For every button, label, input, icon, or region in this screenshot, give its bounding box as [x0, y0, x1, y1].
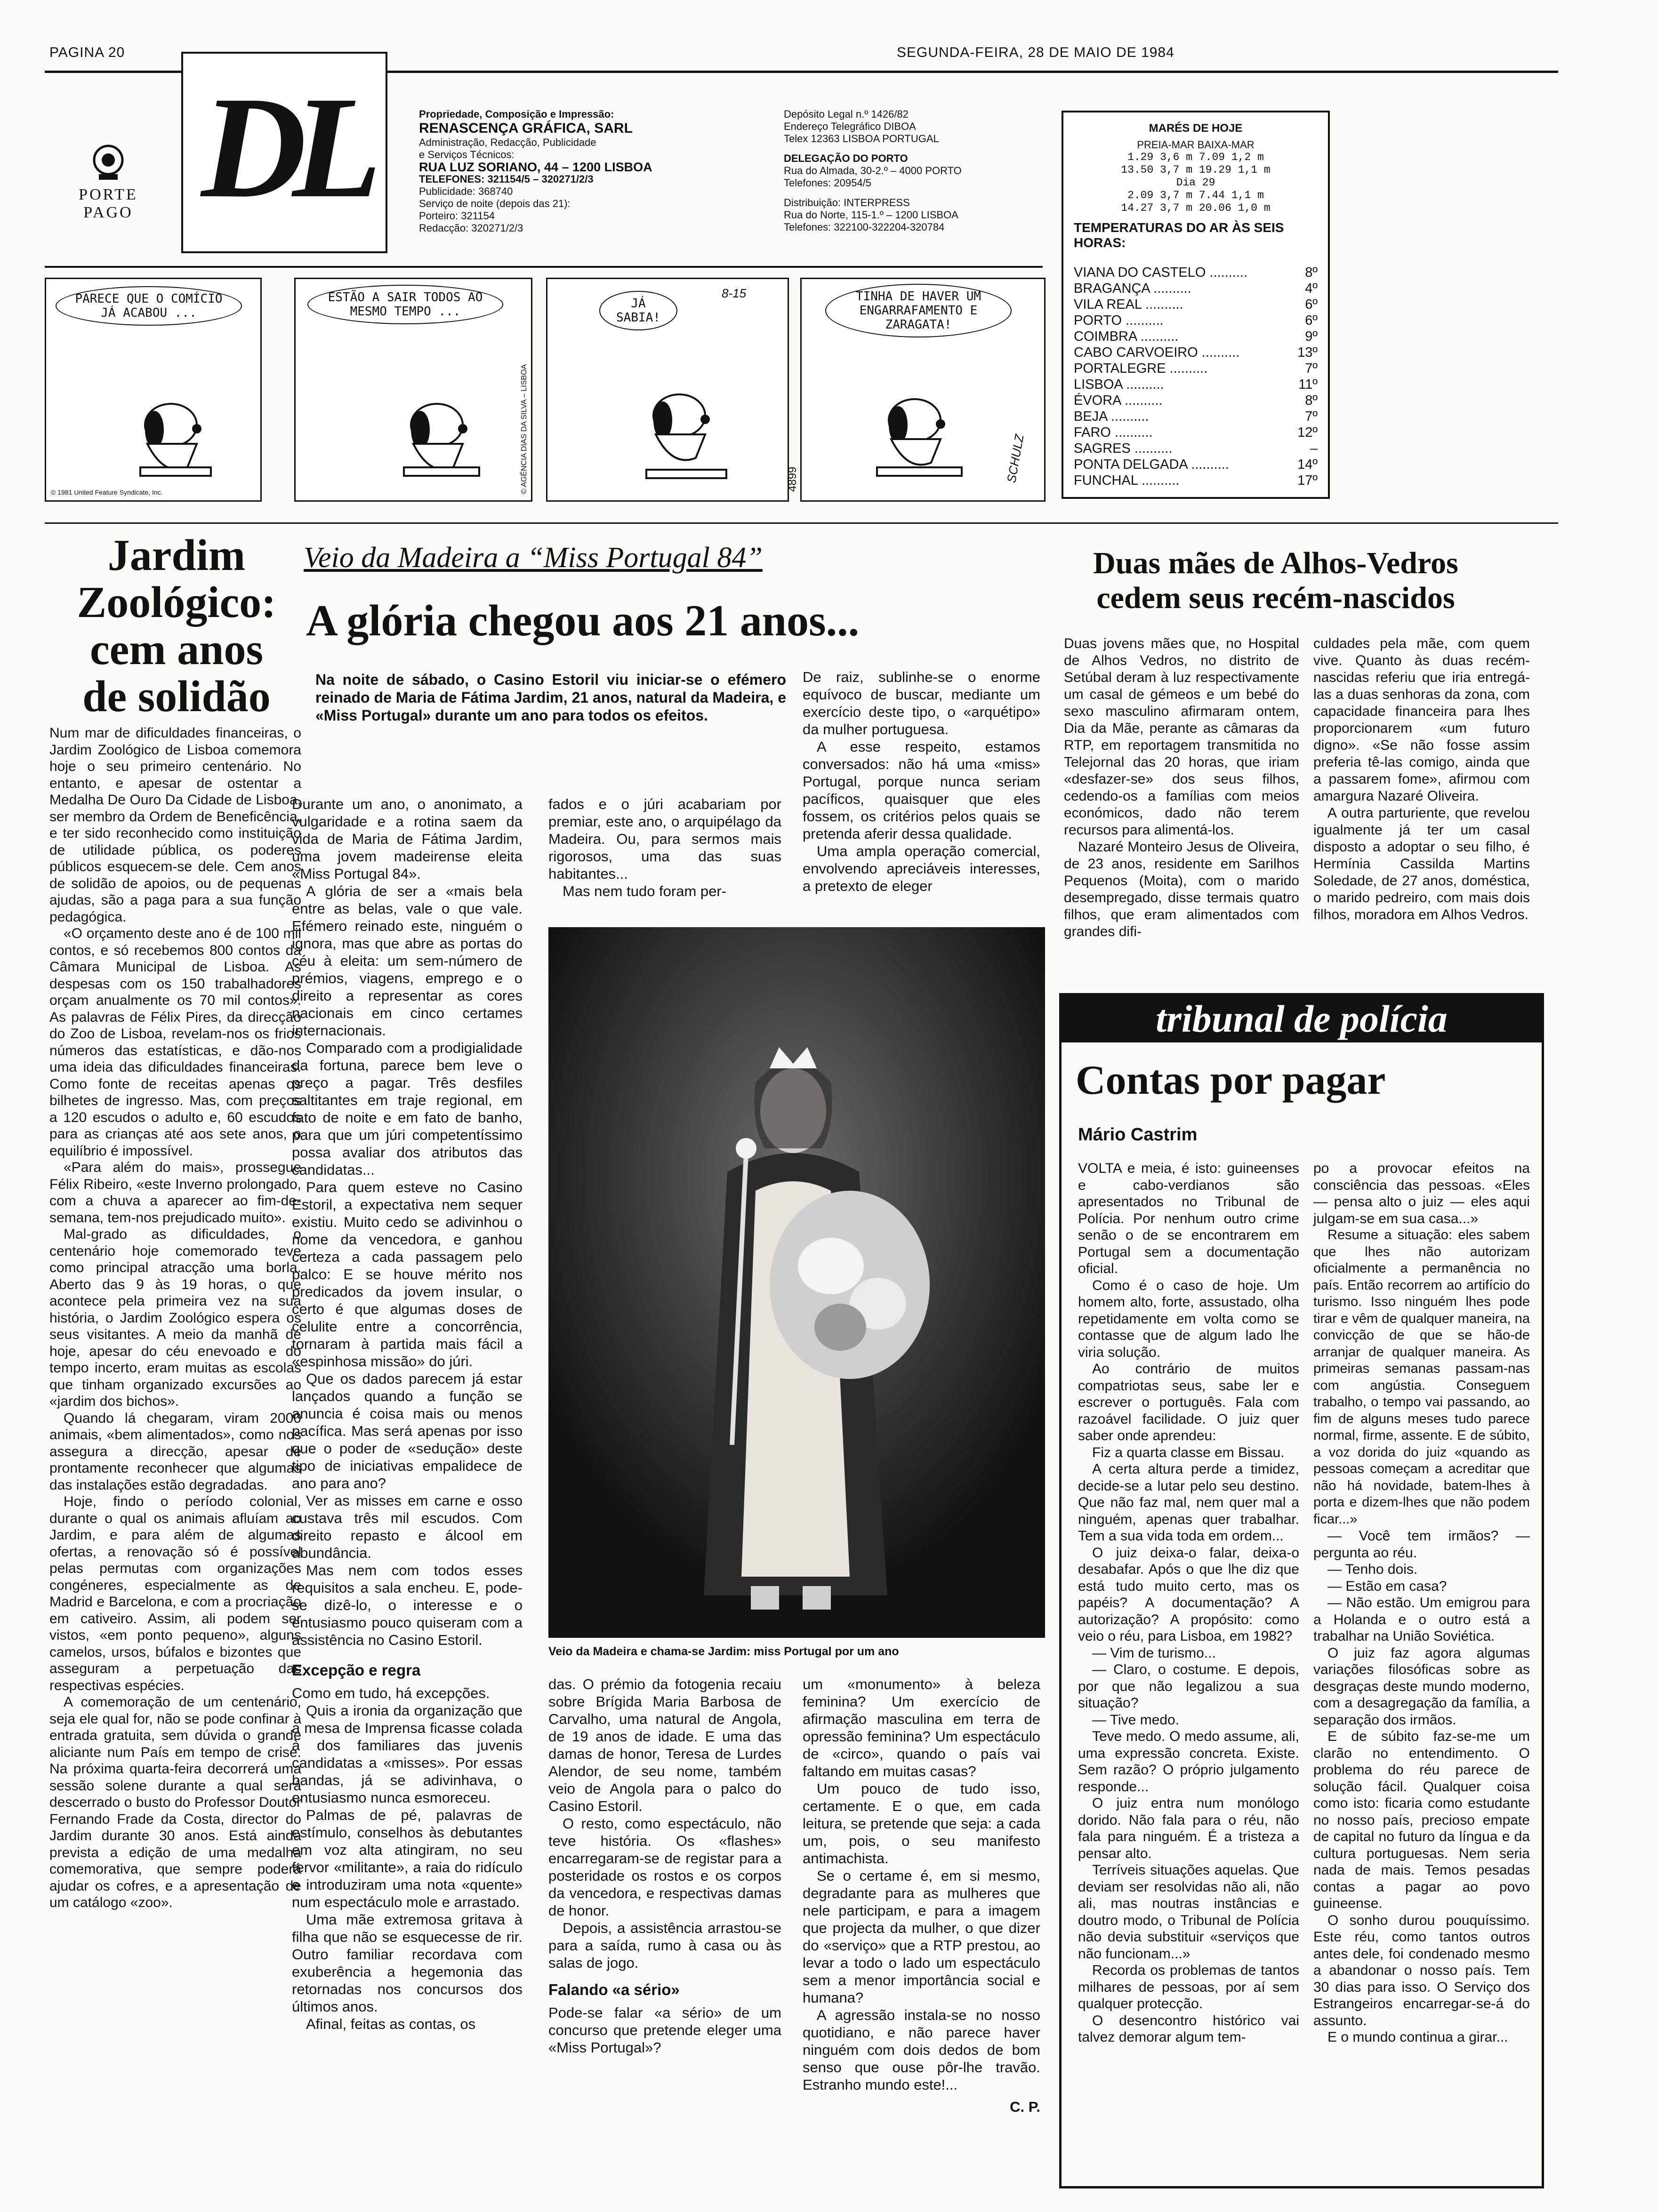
temperature-row — [1074, 345, 1318, 361]
alhos-paragraph: A outra parturiente, que revelou igualmente já ter um casal disposto a adoptar o seu filho, é Hermínia Cassilda Martins Soledade, de 27 anos, doméstica, o marido pedreiro, com mais dois filhos, moradora em Alhos Vedros. — [1313, 805, 1530, 922]
temperature-row — [1074, 281, 1318, 297]
comic-panel-1 — [45, 278, 262, 502]
temperature-value: – — [1310, 441, 1318, 456]
temperature-value: 7º — [1305, 361, 1318, 376]
city-name: VIANA DO CASTELO .......... — [1074, 265, 1248, 280]
temperature-row — [1074, 313, 1318, 329]
tribunal-paragraph: po a provocar efeitos na consciência das pessoas. «Eles — pensa alto o juiz — eles aqui julgam-se em sua casa...» — [1313, 1161, 1530, 1226]
comic-bubble-2: ESTÃO A SAIR TODOS AO MESMO TEMPO ... — [307, 285, 503, 324]
admin-line: Publicidade: 368740 — [419, 185, 513, 197]
comic-agency: © AGÊNCIA DIAS DA SILVA – LISBOA — [520, 364, 528, 494]
page-date: SEGUNDA-FEIRA, 28 DE MAIO DE 1984 — [897, 45, 1174, 60]
temps-title: TEMPERATURAS DO AR ÀS SEIS HORAS: — [1074, 220, 1284, 250]
miss-paragraph: Uma ampla operação comercial, envolvendo apreciáveis interesses, a pretexto de eleger — [803, 843, 1040, 894]
temperature-value: 8º — [1305, 393, 1318, 408]
admin-line: e Serviços Técnicos: — [419, 149, 515, 160]
porte-label: PORTE — [79, 186, 138, 203]
tide-row: Dia 29 — [1176, 176, 1215, 189]
alhos-headline-line: Duas mães de Alhos-Vedros — [1093, 546, 1458, 580]
masthead-delegation — [784, 108, 1047, 233]
comic-bubble-3: JÁ SABIA! — [599, 291, 677, 330]
comic-signature: SCHULZ — [1004, 433, 1027, 484]
tribunal-paragraph: — Tive medo. — [1092, 1712, 1180, 1728]
miss-paragraph: Ver as misses em carne e osso custava três mil escudos. Com direito repasto e álcool em abundância. — [292, 1492, 523, 1561]
tribunal-paragraph: A certa altura perde a timidez, decide-se a lutar pelo seu destino. Que não faz mal, nem quer mal a ninguém, apenas quer trabalhar. Tem a sua vida toda em ordem... — [1078, 1461, 1299, 1544]
miss-paragraph: O resto, como espectáculo, não teve história. Os «flashes» encarregaram-se de registar para a posteridade os rostos e os corpos da vencedora, e respectivas damas de honor. — [548, 1815, 781, 1919]
masthead-rule — [45, 266, 1043, 268]
temperature-value: 13º — [1297, 345, 1318, 360]
tribunal-paragraph: O juiz entra num monólogo dorido. Não fala para o réu, não fala para ninguém. É a tristeza a pensar alto. — [1078, 1795, 1299, 1861]
miss-signature: C. P. — [1010, 2099, 1040, 2115]
tribunal-paragraph: Resume a situação: eles sabem que lhes não autorizam oficialmente a permanência no país. Então recorrem ao artifício do turismo. Isso ninguém lhes pode tirar e vêm de qualquer maneira, na convicção de que se hão-de arranjar de qualquer maneira. As primeiras semanas passam-nas com angústia. Conseguem trabalho, o tempo vai passando, ao fim de alguns meses tudo parece normal, firme, assente. E de súbito, a voz dorida do juiz «quando as pessoas começam a acreditar que não há novidade, batem-lhes à porta e dizem-lhes que não podem ficar...» — [1313, 1227, 1530, 1527]
masthead-logo — [181, 52, 387, 253]
tribunal-author: Mário Castrim — [1078, 1125, 1198, 1145]
city-name: VILA REAL .......... — [1074, 297, 1183, 312]
miss-col3-bottom — [803, 1675, 1040, 2116]
temperature-value: 11º — [1298, 377, 1318, 392]
temperature-row — [1074, 441, 1318, 457]
temperature-row — [1074, 264, 1318, 281]
temps-list — [1074, 264, 1318, 489]
admin-line: Porteiro: 321154 — [419, 210, 495, 222]
tribunal-paragraph: O juiz deixa-o falar, deixa-o desabafar. Após o que lhe diz que está tudo muito certo, mas os papéis? A documentação? A autorização? A propósito: como veio o réu, para Lisboa, em 1982? — [1078, 1545, 1299, 1644]
owner-line: Propriedade, Composição e Impressão: — [419, 108, 614, 120]
masthead-owner — [419, 108, 758, 234]
miss-paragraph: Quis a ironia da organização que a mesa de Imprensa ficasse colada à dos familiares das juvenis candidatas a «misses». Por essas bandas, já se adivinhava, o entusiasmo nunca esmoreceu. — [292, 1702, 523, 1806]
comic-number: 4899 — [786, 466, 799, 492]
distrib-line: Distribuição: INTERPRESS — [784, 197, 910, 208]
miss-paragraph: Que os dados parecem já estar lançados quando a função se anuncia é coisa mais ou menos pacífica. Mas será apenas por isso que o poder de «sedução» deste tipo de iniciativas empalidece de ano para ano? — [292, 1370, 523, 1491]
alhos-headline — [1064, 546, 1488, 616]
city-name: PORTO .......... — [1074, 313, 1164, 328]
tribunal-paragraph: — Você tem irmãos? — pergunta ao réu. — [1313, 1528, 1530, 1561]
zoo-headline-line: cem anos — [89, 625, 264, 674]
city-name: BEJA .......... — [1074, 409, 1149, 424]
admin-line: Redacção: 320271/2/3 — [419, 222, 523, 234]
alhos-paragraph: Duas jovens mães que, no Hospital de Alhos Vedros, no distrito de Setúbal deram à luz respectivamente um casal de gémeos e um bebé do sexo masculino afirmaram ontem, Dia da Mãe, perante as câmaras da RTP, em reportagem transmitida no Telejornal das 20 horas, que iriam «desfazer-se» dos seus filhos, cedendo-os a famílias com meios económicos, dado não terem recursos para alimentá-los. — [1064, 636, 1299, 838]
zoo-paragraph: Num mar de dificuldades financeiras, o Jardim Zoológico de Lisboa comemora hoje o seu primeiro centenário. No entanto, e apesar de ostentar a Medalha De Ouro Da Cidade de Lisboa, ser membro da Ordem de Beneficência, e ter sido reconhecido como instituição de utilidade pública, os poderes públicos esquecem-se dele. Cem anos de solidão de apoios, ou de pequenas ajudas, são a paga para a sua função pedagógica. — [49, 725, 301, 925]
city-name: PONTA DELGADA .......... — [1074, 457, 1229, 472]
zoo-headline-line: de solidão — [82, 672, 271, 721]
snoopy-doghouse-icon — [547, 279, 788, 500]
distrib-line: Rua do Norte, 115-1.º – 1200 LISBOA — [784, 209, 958, 221]
miss-paragraph: Para quem esteve no Casino Estoril, a expectativa nem sequer existiu. Muito cedo se adivinhou o nome da vencedora, e ganhou certeza a cada passagem pelo palco: E se houve mérito nos predicados da jovem insular, o certo é que algumas doses de celulite entre a concorrência, tornaram à partida mais fácil a «espinhosa missão» do júri. — [292, 1179, 523, 1370]
tribunal-banner: tribunal de polícia — [1062, 995, 1542, 1042]
miss-paragraph: A agressão instala-se no nosso quotidiano, e não parece haver ninguém com dois dedos de bom senso que ouse pôr-lhe travão. Estranho mundo este!... — [803, 2007, 1040, 2093]
temperature-row — [1074, 457, 1318, 473]
snoopy-doghouse-icon — [46, 279, 260, 500]
tribunal-paragraph: — Claro, o costume. E depois, por que não legalizou a sua situação? — [1078, 1662, 1299, 1711]
tribunal-col2 — [1313, 1160, 1530, 2046]
alhos-col1 — [1064, 635, 1299, 940]
city-name: FARO .......... — [1074, 425, 1153, 440]
city-name: LISBOA .......... — [1074, 377, 1164, 392]
miss-paragraph: Um pouco de tudo isso, certamente. E o que, em cada leitura, se pretende que seja: a cada um, pois, o seu manifesto antimachista. — [803, 1780, 1040, 1867]
miss-col1-top — [292, 795, 523, 1649]
temperature-value: 7º — [1305, 409, 1318, 424]
comic-bubble-1: PARECE QUE O COMÍCIO JÁ ACABOU ... — [56, 286, 242, 326]
city-name: COIMBRA .......... — [1074, 329, 1179, 344]
zoo-headline-line: Zoológico: — [77, 578, 276, 627]
miss-paragraph: um «monumento» à beleza feminina? Um exercício de afirmação masculina em terra de opressão feminina? Um espectáculo de «circo», quando o país vai faltando em muitas casas? — [803, 1676, 1040, 1779]
porto-line: Telefones: 20954/5 — [784, 177, 871, 189]
tide-row: 2.09 3,7 m 7.44 1,1 m — [1127, 189, 1264, 201]
tribunal-paragraph: Fiz a quarta classe em Bissau. — [1092, 1444, 1285, 1460]
tribunal-paragraph: — Vim de turismo... — [1092, 1645, 1216, 1661]
temperature-row — [1074, 409, 1318, 425]
tide-row: 14.27 3,7 m 20.06 1,0 m — [1121, 202, 1271, 214]
miss-paragraph: Palmas de pé, palavras de estímulo, conselhos às debutantes em voz alta atingiram, no seu fervor «militante», a raia do ridículo e introduziram uma nota «quente» num espectáculo mole e arrastado. — [292, 1807, 523, 1910]
admin-line: Serviço de noite (depois das 21): — [419, 198, 571, 209]
alhos-paragraph: culdades pela mãe, com quem vive. Quanto às duas recém-nascidas referiu que iria entregá-las a duas senhoras da zona, com capacidade financeira para lhes proporcionarem «um futuro digno». «Se não fosse assim preferia tê-las comigo, ainda que a passarem fome», afirmou com amargura Nazaré Oliveira. — [1313, 636, 1530, 804]
porto-title: DELEGAÇÃO DO PORTO — [784, 152, 908, 164]
tribunal-paragraph: — Estão em casa? — [1327, 1578, 1447, 1594]
tribunal-paragraph: O desencontro histórico vai talvez demorar algum tem- — [1078, 2012, 1299, 2045]
city-name: ÉVORA .......... — [1074, 393, 1163, 408]
zoo-paragraph: Mal-grado as dificuldades, o centenário hoje comemorado teve como principal atracção uma borla. Aberto das 9 às 19 horas, o que acontece pela primeira vez na sua história, o Jardim Zoológico espera os seus visitantes. A meio da manhã de hoje, apesar do céu enevoado e do tempo incerto, eram muitas as escolas que tinham organizado excursões ao «jardim dos bichos». — [49, 1226, 301, 1409]
miss-col3-top — [803, 668, 1040, 895]
tides-table — [1074, 151, 1318, 215]
tribunal-col1 — [1078, 1160, 1299, 2046]
temperature-value: 14º — [1297, 457, 1318, 472]
temperature-value: 6º — [1305, 297, 1318, 312]
city-name: FUNCHAL .......... — [1074, 473, 1180, 488]
miss-paragraph: Comparado com a prodigialidade da fortuna, parece bem leve o preço a pagar. Três desfiles saltitantes em traje regional, em fato de noite e em fato de banho, para que um júri competentíssimo possa avaliar dos atributos das candidatas... — [292, 1040, 523, 1178]
admin-address: RUA LUZ SORIANO, 44 – 1200 LISBOA — [419, 160, 652, 174]
distrib-line: Telefones: 322100-322204-320784 — [784, 221, 945, 233]
miss-lead: Na noite de sábado, o Casino Estoril viu iniciar-se o efémero reinado de Maria de Fátima Jardim, 21 anos, natural da Madeira, e «Miss Portugal» durante um ano para todos os efeitos. — [315, 671, 786, 724]
tribunal-paragraph: Recorda os problemas de tantos milhares de pessoas, por aí sem qualquer protecção. — [1078, 1963, 1299, 2012]
tribunal-paragraph: Teve medo. O medo assume, ali, uma expressão concreta. Existe. Sem razão? O próprio julgamento responde... — [1078, 1729, 1299, 1795]
zoo-paragraph: A comemoração de um centenário, seja ele qual for, não se pode confinar à entrada gratuita, sem dúvida o grande aliciante num País em tempo de crise. Na próxima quarta-feira decorrerá uma sessão solene durante a qual será descerrado o busto do Professor Doutor Fernando Frade da Costa, director do Jardim durante 30 anos. Está ainda prevista a edição de uma medalha comemorativa, que sempre poderá ajudar os cofres, e a apresentação de um catálogo «zoo». — [49, 1694, 301, 1910]
zoo-paragraph: Quando lá chegaram, viram 2000 animais, «bem alimentados», como nos assegura a direcção, apesar de prontamente reconhecer que algumas das instalações estão degradadas. — [49, 1410, 301, 1493]
legal-line: Endereço Telegráfico DIBOA — [784, 120, 916, 132]
miss-photo — [548, 927, 1045, 1638]
tide-row: 13.50 3,7 m 19.29 1,1 m — [1121, 164, 1271, 176]
tribunal-paragraph: O sonho durou pouquíssimo. Este réu, como tantos outros antes dele, foi condenado mesmo a abandonar o nosso país. Tem 30 dias para isso. O Serviço dos Estrangeiros encarregar-se-á do assunto. — [1313, 1912, 1530, 2028]
temperature-row — [1074, 361, 1318, 377]
tribunal-paragraph: E o mundo continua a girar... — [1327, 2029, 1508, 2045]
porte-pago — [52, 141, 165, 222]
temperature-row — [1074, 297, 1318, 313]
miss-paragraph: Durante um ano, o anonimato, a vulgaridade e a rotina saem da vida de Maria de Fátima Jardim, uma jovem madeirense eleita «Miss Portugal 84». — [292, 796, 523, 882]
comic-panel-2 — [294, 278, 532, 502]
miss-paragraph: Mas nem tudo foram per- — [563, 883, 727, 899]
tribunal-paragraph: Ao contrário de muitos compatriotas seus, sabe ler e escrever o português. Fala com razoável facilidade. O juiz quer saber onde aprendeu: — [1078, 1361, 1299, 1443]
admin-line: Administração, Redacção, Publicidade — [419, 136, 596, 148]
miss-paragraph: Afinal, feitas as contas, os — [306, 2016, 476, 2032]
tribunal-paragraph: — Tenho dois. — [1327, 1562, 1418, 1577]
miss-paragraph: Como em tudo, há excepções. — [292, 1685, 490, 1701]
masthead-logo-text: DL — [201, 67, 368, 228]
tribunal-paragraph: O juiz faz agora algumas variações filosóficas sobre as desgraças deste mundo moderno, com a desagregação da família, a separação dos irmãos. — [1313, 1645, 1530, 1728]
temperature-value: 17º — [1297, 473, 1318, 488]
porto-line: Rua do Almada, 30-2.º – 4000 PORTO — [784, 165, 962, 176]
city-name: CABO CARVOEIRO .......... — [1074, 345, 1240, 360]
temperature-row — [1074, 473, 1318, 489]
zoo-paragraph: «O orçamento deste ano é de 100 mil contos, e só recebemos 800 contos da Câmara Municipal de Lisboa. As despesas com os 150 trabalhadores orçam anualmente os 70 mil contos». As palavras de Félix Pires, da direcção do Zoo de Lisboa, revelam-nos os frios números das estatísticas, e dão-nos uma ideia das dificuldades financeiras. Como fonte de receitas apenas os bilhetes de ingresso. Mas, com preços a 120 escudos o adulto e, 60 escudos para as crianças até aos sete anos, o equilíbrio é impossível. — [49, 926, 301, 1159]
owner-name: RENASCENÇA GRÁFICA, SARL — [419, 120, 633, 136]
temperature-row — [1074, 393, 1318, 409]
comic-panel-4 — [800, 278, 1046, 502]
page-number: PAGINA 20 — [49, 45, 125, 60]
temperature-row — [1074, 425, 1318, 441]
section-rule — [45, 522, 1558, 524]
alhos-headline-line: cedem seus recém-nascidos — [1096, 581, 1455, 615]
tribunal-paragraph: VOLTA e meia, é isto: guineenses e cabo-verdianos são apresentados no Tribunal de Polícia. Por nenhum outro crime senão o de se encontrarem em Portugal sem a documentação oficial. — [1078, 1161, 1299, 1276]
tribunal-paragraph: Como é o caso de hoje. Um homem alto, forte, assustado, olha repetidamente em volta como se contasse que de algum lado lhe viria solução. — [1078, 1277, 1299, 1360]
city-name: SAGRES .......... — [1074, 441, 1173, 456]
legal-line: Telex 12363 LISBOA PORTUGAL — [784, 133, 939, 144]
miss-paragraph: fados e o júri acabariam por premiar, este ano, o arquipélago da Madeira. Ou, para sermos mais rigorosos, uma das suas habitantes... — [548, 796, 781, 882]
snoopy-doghouse-icon — [296, 279, 531, 500]
tribunal-headline: Contas por pagar — [1076, 1058, 1386, 1103]
miss-col1-bottom — [292, 1661, 523, 2033]
tides-title: MARÉS DE HOJE — [1149, 122, 1243, 135]
temperature-row — [1074, 329, 1318, 345]
temperature-value: 12º — [1297, 425, 1318, 440]
pago-label: PAGO — [83, 204, 133, 221]
miss-paragraph: De raiz, sublinhe-se o enorme equívoco de buscar, mediante um exercício deste tipo, o «arquétipo» da mulher portuguesa. — [803, 669, 1040, 737]
city-name: PORTALEGRE .......... — [1074, 361, 1208, 376]
miss-photo-illustration — [548, 927, 1045, 1638]
tribunal-paragraph: Terríveis situações aquelas. Que deviam ser resolvidas não ali, não ali, mas noutras instâncias e doutro modo, o Tribunal de Polícia não devia substituir «serviços que não funcionam...» — [1078, 1862, 1299, 1962]
miss-paragraph: Se o certame é, em si mesmo, degradante para as mulheres que nele participam, e para a imagem que projecta da mulher, o que dizer do «serviço» que a RTP prestou, ao levar a todo o lado um espectáculo sem a menor importância social e humana? — [803, 1867, 1040, 2006]
temperature-value: 6º — [1305, 313, 1318, 328]
subhead-falando: Falando «a sério» — [548, 1981, 680, 1998]
miss-paragraph: das. O prémio da fotogenia recaiu sobre Brígida Maria Barbosa de Carvalho, uma natural de Angola, de 19 anos de idade. E uma das damas de honor, Teresa de Lurdes Alendor, de seu nome, também veio de Angola para o palco do Casino Estoril. — [548, 1676, 781, 1814]
temperature-value: 9º — [1305, 329, 1318, 344]
zoo-paragraph: Hoje, findo o período colonial, durante o qual os animais afluíam ao Jardim, e para além de algumas ofertas, a renovação só é possível pelas permutas com organizações congéneres, especialmente as de Madrid e Barcelona, e com a procriação em cativeiro. Assim, ali podem ser vistos, «em ponto pequeno», alguns camelos, ursos, búfalos e bizontes que asseguram a perpetuação das respectivas espécies. — [49, 1494, 301, 1693]
temperature-row — [1074, 377, 1318, 393]
miss-col2-bottom — [548, 1675, 781, 2056]
miss-photo-caption: Veio da Madeira e chama-se Jardim: miss Portugal por um ano — [548, 1645, 899, 1658]
miss-kicker: Veio da Madeira a “Miss Portugal 84” — [304, 542, 763, 574]
miss-col2-top — [548, 795, 781, 900]
zoo-paragraph: «Para além do mais», prossegue Félix Ribeiro, «este Inverno prolongado, com a chuva a aparecer ao fim-de-semana, tem-nos prejudicado muito». — [49, 1160, 301, 1226]
city-name: BRAGANÇA .......... — [1074, 281, 1191, 296]
miss-paragraph: Mas nem com todos esses requisitos a sala encheu. E, pode-se dizê-lo, o interesse e o entusiasmo pouco quiseram com a assistência no Casino Estoril. — [292, 1562, 523, 1648]
zoo-headline — [49, 532, 304, 720]
comic-bubble-4: TINHA DE HAVER UM ENGARRAFAMENTO E ZARAGATA! — [825, 284, 1012, 337]
zoo-body — [49, 725, 301, 1911]
temperature-value: 8º — [1305, 265, 1318, 280]
weather-box — [1062, 111, 1330, 499]
miss-headline: A glória chegou aos 21 anos... — [306, 596, 860, 645]
admin-phones: TELEFONES: 321154/5 – 320271/2/3 — [419, 173, 594, 185]
tide-row: 1.29 3,6 m 7.09 1,2 m — [1127, 151, 1264, 163]
comic-copyright: © 1981 United Feature Syndicate, Inc. — [51, 489, 163, 496]
crest-icon — [89, 141, 127, 184]
miss-paragraph: Depois, a assistência arrastou-se para a saída, rumo à casa ou às salas de jogo. — [548, 1920, 781, 1971]
alhos-paragraph: Nazaré Monteiro Jesus de Oliveira, de 23 anos, residente em Sarilhos Pequenos (Moita), com o marido desempregado, disse termais quatro filhos, que eram alimentados com grandes difi- — [1064, 839, 1299, 939]
miss-paragraph: Pode-se falar «a sério» de um concurso que pretende eleger uma «Miss Portugal»? — [548, 2004, 781, 2056]
miss-paragraph: Uma mãe extremosa gritava à filha que não se esquecesse de rir. Outro familiar recordava com exuberência a hegemonia das retornadas nos concursos dos últimos anos. — [292, 1911, 523, 2015]
legal-line: Depósito Legal n.º 1426/82 — [784, 108, 909, 120]
tides-header: PREIA-MAR BAIXA-MAR — [1137, 139, 1255, 151]
temperature-value: 4º — [1305, 281, 1318, 296]
comic-panel-3 — [546, 278, 789, 502]
comic-date-code: 8-15 — [722, 286, 747, 300]
alhos-col2 — [1313, 635, 1530, 923]
zoo-headline-line: Jardim — [107, 531, 246, 580]
tribunal-paragraph: — Não estão. Um emigrou para a Holanda e o outro está a trabalhar na União Soviética. — [1313, 1595, 1530, 1644]
miss-paragraph: A glória de ser a «mais bela entre as belas, vale o que vale. Efémero reinado este, ninguém o ignora, mas que abre as portas do céu à eleita: um sem-número de prémios, viagens, emprego e o direito a representar as cores nacionais em cinco certames internacionais. — [292, 883, 523, 1039]
subhead-excepcao: Excepção e regra — [292, 1661, 421, 1679]
tribunal-paragraph: E de súbito faz-se-me um clarão no entendimento. O problema do réu parece de solução fácil. Qualquer coisa como isto: ficaria como estudante no nosso país, precioso empate de capital no futuro da língua e da cultura portuguesas. Nem seria nada de mais. Temos pesadas contas a pagar ao povo guineense. — [1313, 1729, 1530, 1911]
miss-paragraph: A esse respeito, estamos conversados: não há uma «miss» Portugal, porque nunca seriam pacíficos, quaisquer que eles fossem, os critérios pelos quais se pretenda aferir dessa qualidade. — [803, 738, 1040, 842]
